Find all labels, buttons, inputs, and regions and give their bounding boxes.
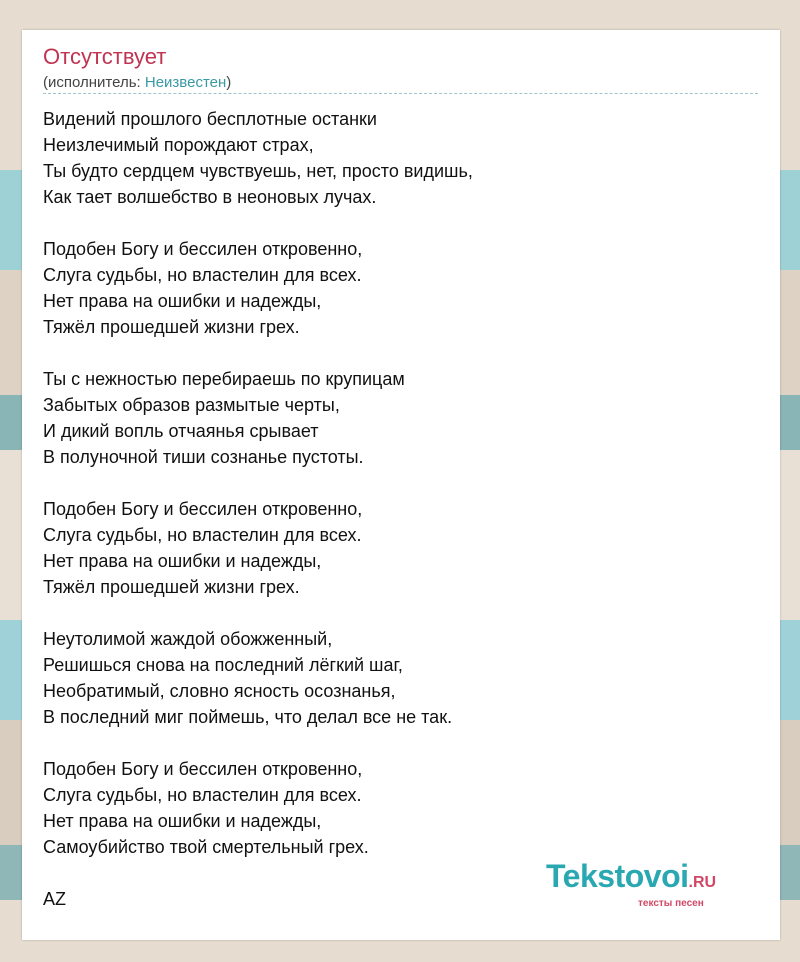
lyrics-stanza xyxy=(43,756,743,860)
lyrics-line: Неутолимой жаждой обожженный, xyxy=(43,629,333,649)
lyrics-line: И дикий вопль отчаянья срывает xyxy=(43,421,319,441)
lyrics-line: Слуга судьбы, но властелин для всех. xyxy=(43,265,362,285)
lyrics-line: Слуга судьбы, но властелин для всех. xyxy=(43,785,362,805)
performer-line xyxy=(43,74,231,91)
lyrics-line: Слуга судьбы, но властелин для всех. xyxy=(43,525,362,545)
lyrics-stanza xyxy=(43,626,743,730)
performer-suffix: ) xyxy=(226,74,232,91)
lyrics-stanza xyxy=(43,496,743,600)
lyrics-stanza xyxy=(43,106,743,210)
logo-wordmark: Tekstovoi xyxy=(546,858,689,894)
lyrics-line: Видений прошлого бесплотные останки xyxy=(43,109,377,129)
performer-link[interactable]: Неизвестен xyxy=(144,74,227,91)
lyrics-line: Необратимый, словно ясность осознанья, xyxy=(43,681,396,701)
lyrics-line: Неизлечимый порождают страх, xyxy=(43,135,314,155)
lyrics-line: Нет права на ошибки и надежды, xyxy=(43,551,322,571)
lyrics-line: В последний миг поймешь, что делал все не так. xyxy=(43,707,453,727)
logo-subtitle: тексты песен xyxy=(638,898,704,909)
performer-prefix: (исполнитель: xyxy=(43,74,145,91)
title-divider xyxy=(43,93,758,94)
lyrics-line: Нет права на ошибки и надежды, xyxy=(43,811,322,831)
lyrics-line: Ты будто сердцем чувствуешь, нет, просто видишь, xyxy=(43,161,473,181)
lyrics-line: Подобен Богу и бессилен откровенно, xyxy=(43,759,363,779)
lyrics-line: В полуночной тиши сознанье пустоты. xyxy=(43,447,364,467)
lyrics-line: Как тает волшебство в неоновых лучах. xyxy=(43,187,377,207)
lyrics-line: Ты с нежностью перебираешь по крупицам xyxy=(43,369,405,389)
lyrics-line: Подобен Богу и бессилен откровенно, xyxy=(43,499,363,519)
lyrics-stanza xyxy=(43,236,743,340)
lyrics-text xyxy=(43,106,743,938)
logo-tld: .RU xyxy=(688,874,717,891)
song-title: Отсутствует xyxy=(43,44,167,69)
site-logo[interactable] xyxy=(546,858,717,909)
lyrics-line: Тяжёл прошедшей жизни грех. xyxy=(43,577,300,597)
lyrics-line: Подобен Богу и бессилен откровенно, xyxy=(43,239,363,259)
lyrics-card xyxy=(22,30,780,940)
lyrics-line: Самоубийство твой смертельный грех. xyxy=(43,837,369,857)
lyrics-line: Нет права на ошибки и надежды, xyxy=(43,291,322,311)
lyrics-line: Решишься снова на последний лёгкий шаг, xyxy=(43,655,403,675)
lyrics-line: AZ xyxy=(43,889,67,909)
lyrics-stanza xyxy=(43,366,743,470)
lyrics-line: Забытых образов размытые черты, xyxy=(43,395,340,415)
lyrics-line: Тяжёл прошедшей жизни грех. xyxy=(43,317,300,337)
